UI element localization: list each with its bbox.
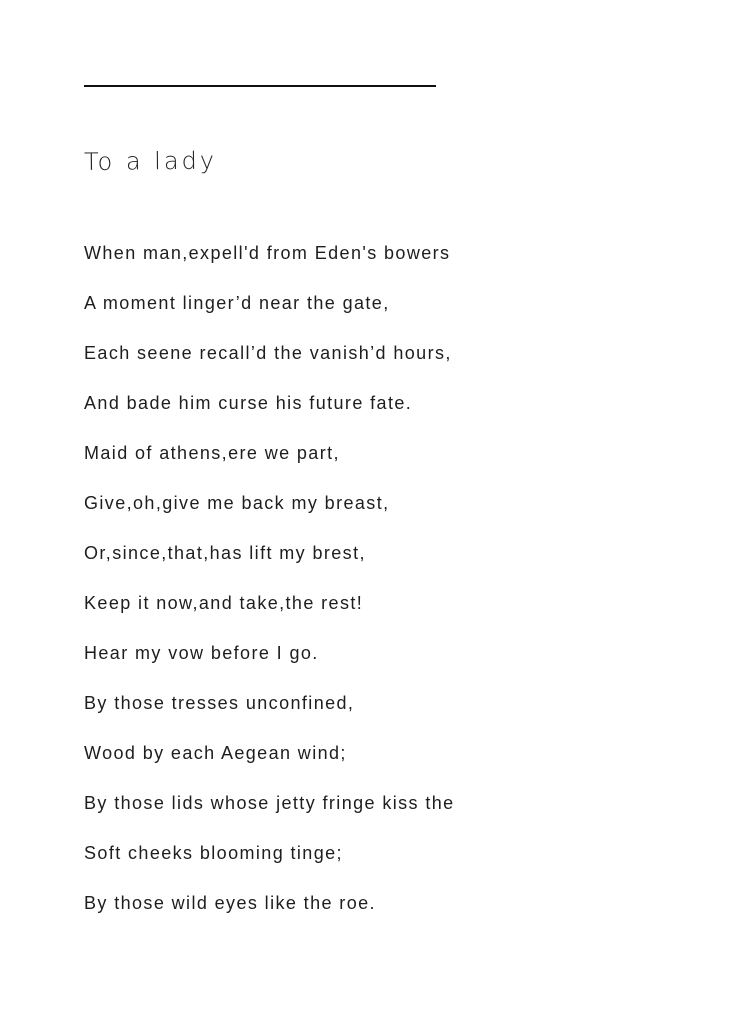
poem-line: And bade him curse his future fate. xyxy=(84,393,413,413)
poem-line: Give,oh,give me back my breast, xyxy=(84,493,390,513)
poem-line: Maid of athens,ere we part, xyxy=(84,443,340,463)
poem-line: Soft cheeks blooming tinge; xyxy=(84,843,343,863)
poem-line: By those wild eyes like the roe. xyxy=(84,893,376,913)
poem-title: To a lady xyxy=(83,146,218,176)
poem-line: A moment linger’d near the gate, xyxy=(84,293,390,313)
poem-line: Or,since,that,has lift my brest, xyxy=(84,543,366,563)
poem-line: Each seene recall’d the vanish’d hours, xyxy=(84,343,452,363)
poem-body xyxy=(84,237,455,937)
poem-line: When man,expell'd from Eden's bowers xyxy=(84,243,451,263)
poem-line: Hear my vow before I go. xyxy=(84,643,319,663)
poem-line: Wood by each Aegean wind; xyxy=(84,743,347,763)
poem-line: By those tresses unconfined, xyxy=(84,693,355,713)
poem-line: By those lids whose jetty fringe kiss the xyxy=(84,793,455,813)
top-divider xyxy=(84,85,436,87)
poem-line: Keep it now,and take,the rest! xyxy=(84,593,364,613)
